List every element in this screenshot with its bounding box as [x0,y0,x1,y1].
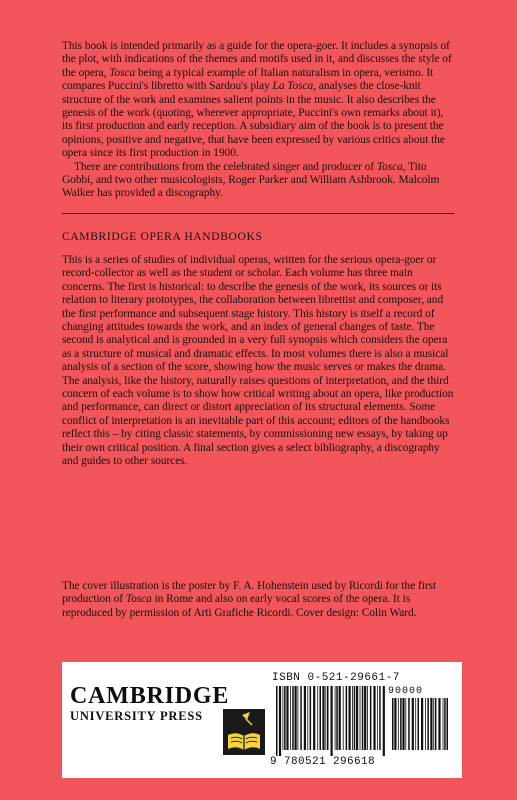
barcode-bar [373,686,375,750]
barcode-bar [327,686,329,750]
barcode-bar [335,686,336,750]
barcode-bar [286,686,288,750]
barcode-bar [352,686,353,750]
addon-barcode [392,698,448,756]
publisher-press: UNIVERSITY PRESS [70,709,203,723]
isbn-label: ISBN 0-521-29661-7 [272,672,400,684]
barcode-bar [276,686,278,756]
barcode-bar [379,686,381,750]
barcode-bar [438,698,440,750]
open-book-lamp-icon [223,709,265,755]
cover-credit [62,580,454,620]
barcode-bar [292,686,294,750]
publisher-name: CAMBRIDGE [70,683,230,709]
ean-barcode [276,686,386,756]
series-description [62,254,454,469]
barcode-bar [325,686,326,750]
barcode-bar [447,698,449,750]
barcode-bar [398,698,399,750]
barcode-bar [339,686,341,750]
barcode-bar [310,686,312,750]
barcode-bar [415,698,416,750]
barcode-bar [317,686,318,750]
barcode-bar [383,686,385,756]
barcode-bar [377,686,378,750]
barcode-bar [349,686,351,750]
barcode-bar [307,686,308,750]
barcode-bar [435,698,437,750]
barcode-bar [394,698,396,750]
ean-digits: 9 780521 296618 [270,756,376,768]
barcode-bar [284,686,286,750]
barcode-bar [362,686,364,750]
barcode-bar [336,686,338,750]
barcode-bar [402,698,404,750]
barcode-bar [418,698,420,750]
barcode-bar [364,686,366,750]
barcode-bar [443,698,444,750]
barcode-bar [290,686,291,750]
barcode-bar [405,698,406,750]
section-divider [62,213,454,214]
barcode-bar [430,698,432,750]
barcode-bar [279,686,281,756]
barcode-bar [421,698,423,750]
barcode-bar [322,686,324,750]
barcode-bar [408,698,410,750]
intro-paragraph-1: This book is intended primarily as a guide for the opera-goer. It includes a synopsis of the plot, with indications of the themes and motifs used in it, and discusses the style of the opera, Tosca being a typical example of Italian naturalism in opera, verismo. It compares Puccini's libretto with Sardou's play La Tosca, analyses the close-knit structure of the work and examines salient points in the music. It also describes the genesis of the work (quoting, wherever appropriate, Puccini's own remarks about it), its first production and early reception. A subsidiary aim of the book is to present the opinions, positive and negative, that have been expressed by various critics about the opera since its first production in 1900. [62,40,452,160]
intro-blurb [62,40,454,201]
barcode-bar [300,686,302,750]
barcode-bar [356,686,358,750]
barcode-bar [427,698,429,750]
barcode-bar [283,686,284,750]
price-code: 90000 [388,686,424,697]
barcode-bar [433,698,434,750]
barcode-bar [412,698,414,750]
barcode-bar [360,686,361,750]
cover-credit-text: The cover illustration is the poster by F. A. Hohenstein used by Ricordi for the first production of Tosca in Rome and also on early vocal scores of the opera. It is reproduced by permission of Arti Grafiche Ricordi. Cover design: Colin Ward. [62,580,437,619]
series-body: This is a series of studies of individual operas, written for the serious opera-goer or record-collector as well as the student or scholar. Each volume has three main concerns. The first is historical: to describe the genesis of the work, its sources or its relation to literary prototypes, the collaboration between librettist and composer, and the first performance and subsequent stage history. This history is itself a record of changing attitudes towards the work, and an index of general changes of taste. The second is analytical and is grounded in a very full synopsis which considers the opera as a structure of musical and dramatic effects. In most volumes there is also a musical analysis of a section of the score, showing how the music serves or makes the drama. The analysis, like the history, naturally raises questions of interpretation, and the third concern of each volume is to show how critical writing about an opera, like production and performance, can direct or distort appreciation of its structural elements. Some conflict of interpretation is an inevitable part of this account; editors of the handbooks reflect this – by citing classic statements, by commissioning new essays, by taking up their own critical position. A final section gives a select bibliography, a discography and guides to other sources. [62,254,454,468]
barcode-panel [62,662,462,778]
series-heading: CAMBRIDGE OPERA HANDBOOKS [62,230,263,243]
barcode-bar [367,686,368,750]
barcode-bar [295,686,297,750]
barcode-bar [370,686,372,750]
barcode-bar [346,686,348,750]
barcode-bar [425,698,426,750]
barcode-bar [313,686,315,750]
barcode-bar [400,698,402,750]
barcode-bar [320,686,322,750]
intro-paragraph-2: There are contributions from the celebrated singer and producer of Tosca, Tito Gobbi, and two other musicologists, Roger Parker and William Ashbrook. Malcolm Walker has provided a discography. [62,160,440,200]
barcode-bar [354,686,356,750]
barcode-bar [444,698,446,750]
barcode-bar [331,686,333,756]
barcode-bar [392,698,394,750]
barcode-bar [343,686,344,750]
barcode-bar [298,686,299,750]
barcode-bar [304,686,306,750]
